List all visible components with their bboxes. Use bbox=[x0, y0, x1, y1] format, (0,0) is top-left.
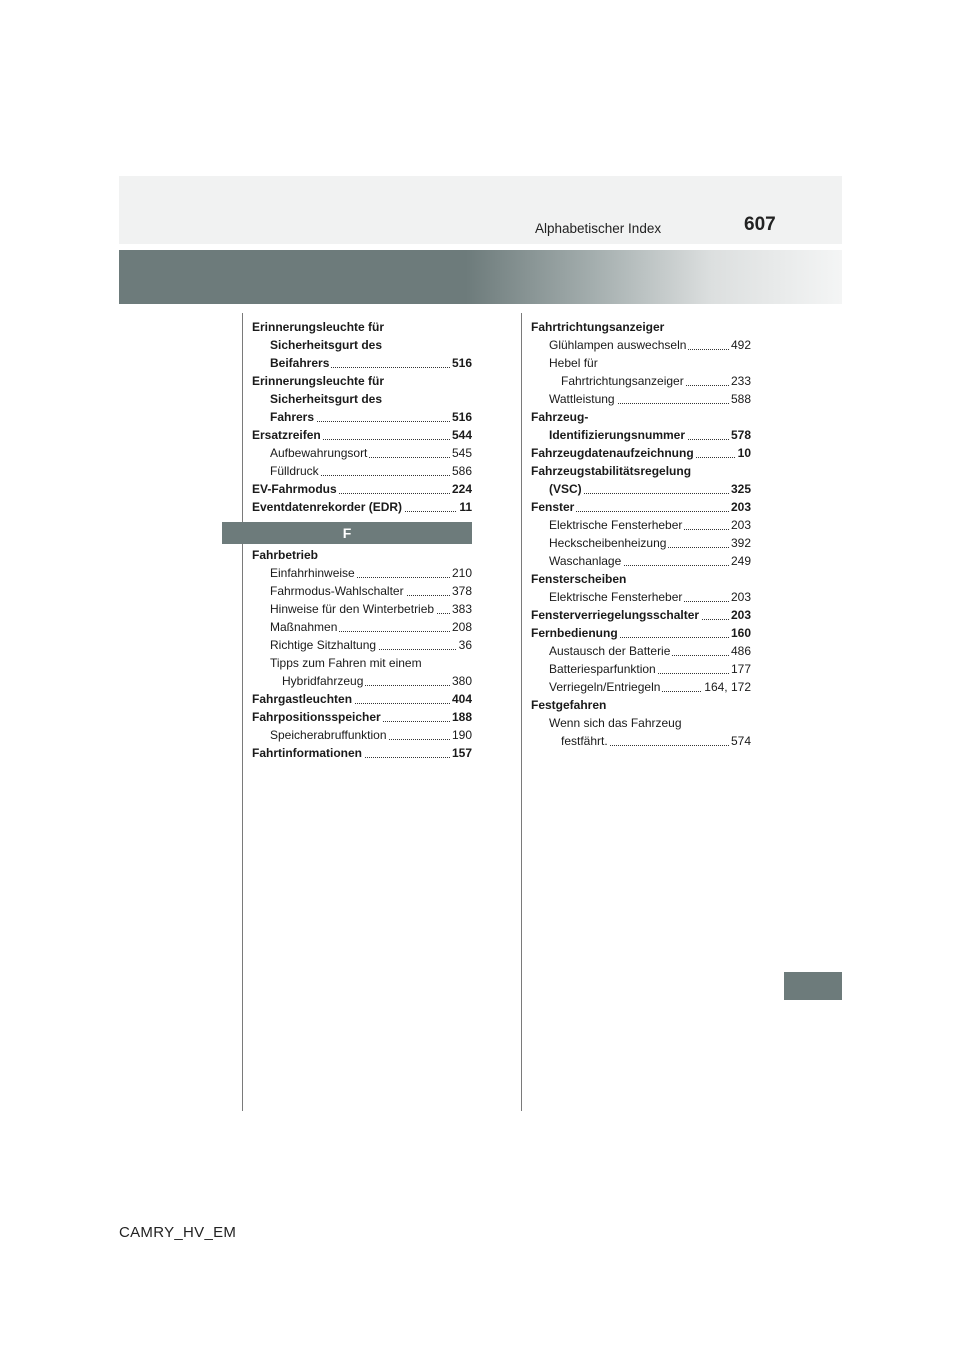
index-entry bbox=[252, 726, 472, 744]
index-entry bbox=[252, 546, 472, 564]
index-entry bbox=[531, 444, 751, 462]
index-entry-text: Fahrmodus-Wahlschalter bbox=[270, 584, 404, 598]
index-entry-text: Erinnerungsleuchte für bbox=[252, 320, 385, 334]
index-entry-text: Fahrbetrieb bbox=[252, 548, 319, 562]
index-entry bbox=[252, 672, 472, 690]
index-entry bbox=[252, 462, 472, 480]
index-entry bbox=[531, 678, 751, 696]
index-entry bbox=[531, 660, 751, 678]
index-entry-page: 36 bbox=[458, 638, 472, 652]
index-entry bbox=[531, 372, 751, 390]
index-entry bbox=[252, 708, 472, 726]
index-entry bbox=[252, 444, 472, 462]
index-entry bbox=[252, 498, 472, 516]
index-entry bbox=[252, 390, 472, 408]
index-entry bbox=[531, 624, 751, 642]
index-entry-text: Verriegeln/Entriegeln bbox=[549, 680, 661, 694]
index-entry-page: 160 bbox=[730, 626, 751, 640]
index-entry-text: Elektrische Fensterheber bbox=[549, 518, 683, 532]
column-divider-left bbox=[242, 313, 243, 1111]
index-entry-page: 586 bbox=[451, 464, 472, 478]
index-entry-page: 224 bbox=[451, 482, 472, 496]
index-entry bbox=[531, 552, 751, 570]
index-entry-page: 404 bbox=[451, 692, 472, 706]
index-entry bbox=[531, 642, 751, 660]
index-entry-text: Glühlampen auswechseln bbox=[549, 338, 687, 352]
index-entry-text: Speicherabruffunktion bbox=[270, 728, 387, 742]
index-entry bbox=[531, 570, 751, 588]
index-entry-text: Aufbewahrungsort bbox=[270, 446, 368, 460]
index-entry-text: Fahrpositionsspeicher bbox=[252, 710, 381, 724]
index-entry-text: Fernbedienung bbox=[531, 626, 618, 640]
index-entry-text: Maßnahmen bbox=[270, 620, 338, 634]
index-entry-text: Heckscheibenheizung bbox=[549, 536, 667, 550]
index-entry-page: 10 bbox=[737, 446, 751, 460]
index-entry-page: 203 bbox=[730, 590, 751, 604]
index-entry-page: 574 bbox=[730, 734, 751, 748]
index-entry bbox=[531, 696, 751, 714]
index-entry-text: festfährt. bbox=[561, 734, 608, 748]
index-entry-text: Erinnerungsleuchte für bbox=[252, 374, 385, 388]
index-entry-text: (VSC) bbox=[549, 482, 582, 496]
index-entry-text: Fahrzeugstabilitätsregelung bbox=[531, 464, 692, 478]
index-entry-text: Hybridfahrzeug bbox=[282, 674, 364, 688]
page-number: 607 bbox=[744, 214, 776, 235]
section-letter-bar: F bbox=[222, 522, 472, 544]
index-entry-page: 11 bbox=[459, 500, 472, 514]
index-entry-page: 545 bbox=[451, 446, 472, 460]
column-divider-center bbox=[521, 313, 522, 1111]
index-entry bbox=[531, 354, 751, 372]
index-entry bbox=[252, 636, 472, 654]
index-entry-page: 392 bbox=[730, 536, 751, 550]
index-entry-text: Fahrtinformationen bbox=[252, 746, 362, 760]
index-entry-text: Fahrgastleuchten bbox=[252, 692, 353, 706]
index-entry-page: 208 bbox=[451, 620, 472, 634]
index-entry bbox=[252, 318, 472, 336]
index-entry bbox=[531, 462, 751, 480]
index-entry-page: 588 bbox=[730, 392, 751, 406]
index-entry-text: Sicherheitsgurt des bbox=[270, 392, 383, 406]
index-entry bbox=[531, 516, 751, 534]
index-entry bbox=[252, 354, 472, 372]
index-column-right bbox=[531, 318, 751, 750]
index-entry-page: 157 bbox=[451, 746, 472, 760]
index-entry bbox=[531, 426, 751, 444]
index-entry-text: Austausch der Batterie bbox=[549, 644, 671, 658]
index-entry-text: Fahrzeugdatenaufzeichnung bbox=[531, 446, 694, 460]
index-entry-page: 325 bbox=[730, 482, 751, 496]
index-entry bbox=[531, 606, 751, 624]
index-entry-text: Batteriesparfunktion bbox=[549, 662, 656, 676]
index-entry-text: Fahrzeug- bbox=[531, 410, 589, 424]
index-entry-page: 203 bbox=[730, 518, 751, 532]
index-entry bbox=[252, 618, 472, 636]
index-entry-text: Fensterverriegelungsschalter bbox=[531, 608, 700, 622]
index-entry-text: Einfahrhinweise bbox=[270, 566, 355, 580]
index-entry-text: Wenn sich das Fahrzeug bbox=[549, 716, 682, 730]
index-entry-text: Identifizierungsnummer bbox=[549, 428, 686, 442]
index-entry bbox=[252, 426, 472, 444]
index-entry-text: Hebel für bbox=[549, 356, 598, 370]
index-entry bbox=[531, 480, 751, 498]
index-entry-text: Fahrtrichtungsanzeiger bbox=[531, 320, 665, 334]
index-entry-text: Beifahrers bbox=[270, 356, 330, 370]
header-gradient-bar bbox=[119, 250, 842, 304]
index-entry bbox=[252, 654, 472, 672]
index-entry-page: 177 bbox=[730, 662, 751, 676]
index-entry-page: 203 bbox=[730, 608, 751, 622]
index-entry bbox=[531, 588, 751, 606]
index-entry bbox=[531, 498, 751, 516]
index-entry bbox=[252, 582, 472, 600]
index-entry-text: Hinweise für den Winterbetrieb bbox=[270, 602, 435, 616]
index-entry-text: Fahrers bbox=[270, 410, 315, 424]
index-entry bbox=[252, 744, 472, 762]
index-entry-page: 383 bbox=[451, 602, 472, 616]
index-entry-page: 486 bbox=[730, 644, 751, 658]
index-entry-text: Sicherheitsgurt des bbox=[270, 338, 383, 352]
index-entry-text: Festgefahren bbox=[531, 698, 607, 712]
index-entry-page: 378 bbox=[451, 584, 472, 598]
index-entry bbox=[252, 600, 472, 618]
index-entry bbox=[531, 318, 751, 336]
index-entry-text: Elektrische Fensterheber bbox=[549, 590, 683, 604]
index-entry-text: EV-Fahrmodus bbox=[252, 482, 337, 496]
index-entry-text: Fahrtrichtungsanzeiger bbox=[561, 374, 684, 388]
index-entry bbox=[531, 336, 751, 354]
index-column-left-bottom bbox=[252, 546, 472, 762]
index-entry-page: 544 bbox=[451, 428, 472, 442]
index-entry-page: 249 bbox=[730, 554, 751, 568]
index-entry-text: Wattleistung bbox=[549, 392, 615, 406]
footer-model-code: CAMRY_HV_EM bbox=[119, 1224, 237, 1241]
index-entry bbox=[252, 336, 472, 354]
index-entry-text: Eventdatenrekorder (EDR) bbox=[252, 500, 403, 514]
index-entry-page: 210 bbox=[451, 566, 472, 580]
index-entry-text: Ersatzreifen bbox=[252, 428, 321, 442]
index-entry-page: 578 bbox=[730, 428, 751, 442]
index-entry bbox=[252, 564, 472, 582]
header-title: Alphabetischer Index bbox=[535, 221, 662, 236]
index-entry-page: 203 bbox=[730, 500, 751, 514]
chapter-side-tab bbox=[784, 972, 842, 1000]
index-entry-page: 190 bbox=[451, 728, 472, 742]
index-entry bbox=[531, 732, 751, 750]
index-entry bbox=[252, 480, 472, 498]
index-entry bbox=[531, 534, 751, 552]
index-entry-page: 233 bbox=[730, 374, 751, 388]
index-entry bbox=[531, 714, 751, 732]
index-entry bbox=[252, 408, 472, 426]
index-entry-page: 164, 172 bbox=[704, 680, 751, 694]
index-entry-text: Richtige Sitzhaltung bbox=[270, 638, 377, 652]
index-entry bbox=[252, 690, 472, 708]
index-entry-text: Tipps zum Fahren mit einem bbox=[270, 656, 422, 670]
index-entry-page: 380 bbox=[451, 674, 472, 688]
index-entry-text: Fülldruck bbox=[270, 464, 319, 478]
index-entry-page: 188 bbox=[451, 710, 472, 724]
index-entry-page: 516 bbox=[451, 410, 472, 424]
index-entry-text: Waschanlage bbox=[549, 554, 622, 568]
index-entry-text: Fensterscheiben bbox=[531, 572, 627, 586]
index-entry-page: 492 bbox=[730, 338, 751, 352]
header-band bbox=[119, 176, 842, 244]
index-column-left-top bbox=[252, 318, 472, 516]
index-entry bbox=[252, 372, 472, 390]
index-entry-text: Fenster bbox=[531, 500, 575, 514]
index-entry bbox=[531, 390, 751, 408]
index-entry-page: 516 bbox=[451, 356, 472, 370]
index-entry bbox=[531, 408, 751, 426]
